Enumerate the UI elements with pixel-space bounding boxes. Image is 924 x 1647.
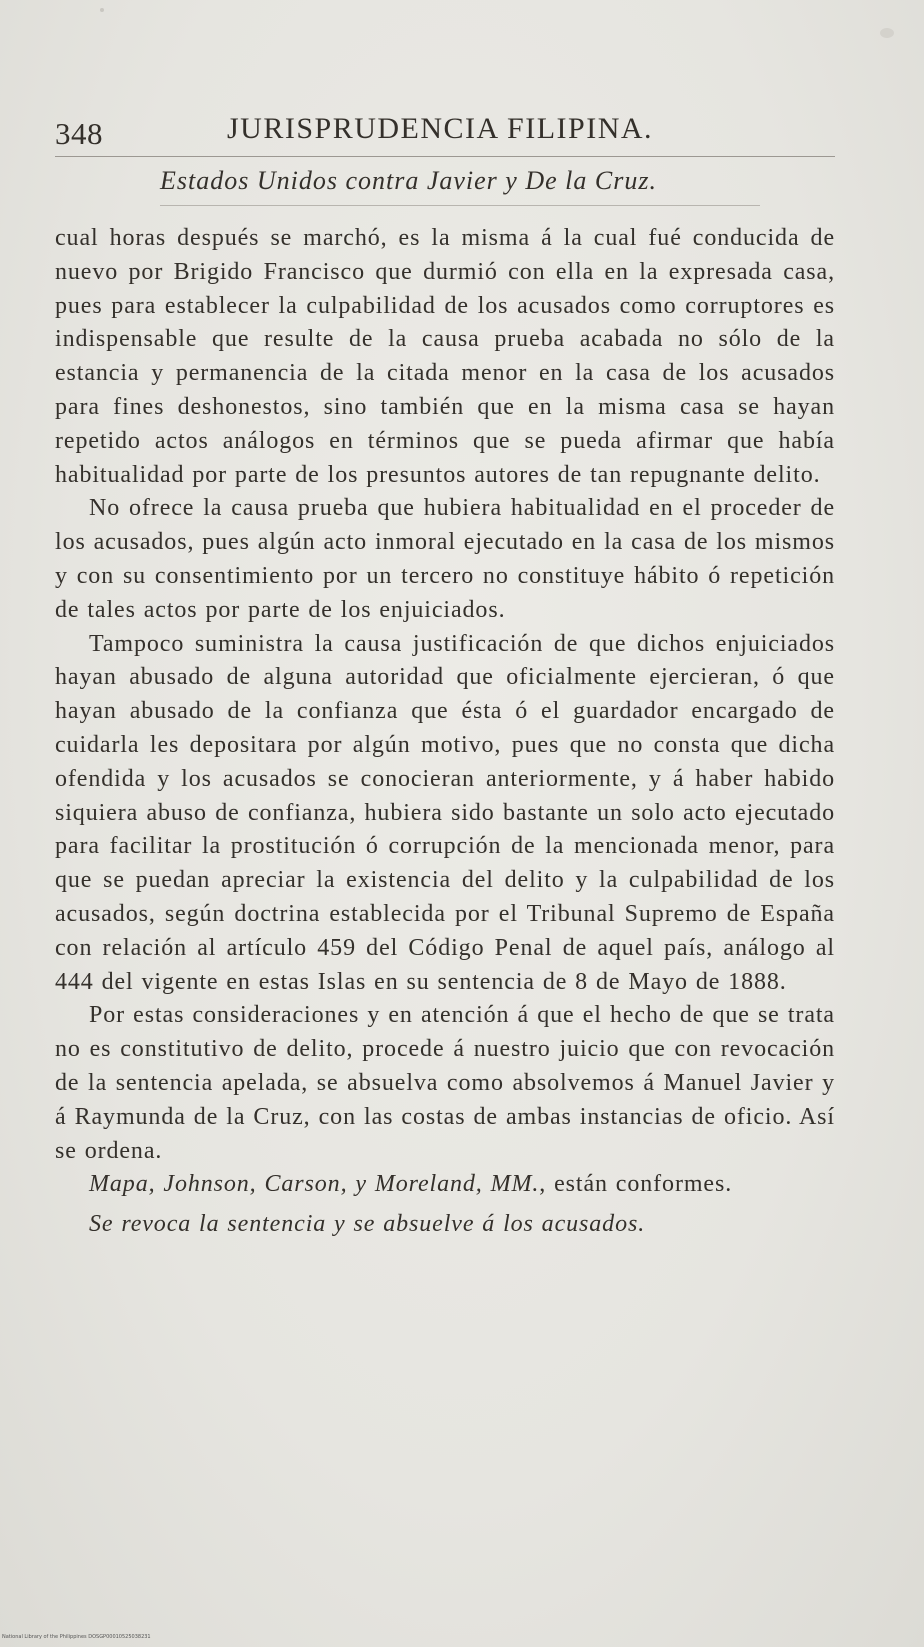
paragraph: Tampoco suministra la causa justificación de que dichos enjuiciados hayan abusado de alguna autoridad que oficialmente ejercieran, ó que hayan abusado de la confianza que ésta ó el guardador encargado de cuidarla les depositara por algún motivo, pues que no consta que dicha ofendida y los acusados se conocieran anteriormente, y á haber habido siquiera abuso de confianza, hubiera sido bastante un solo acto ejecutado para facilitar la prostitución ó corrupción de la mencionada menor, para que se puedan apreciar la existencia del delito y la culpabilidad de los acusados, según doctrina establecida por el Tribunal Supremo de España con relación al artículo 459 del Código Penal de aquel país, análogo al 444 del vigente en estas Islas en su sentencia de 8 de Mayo de 1888. <box>55 630 835 995</box>
body-text <box>55 222 835 1242</box>
running-title: JURISPRUDENCIA FILIPINA. <box>227 112 654 145</box>
paragraph: No ofrece la causa prueba que hubiera habitualidad en el proceder de los acusados, pues algún acto inmoral ejecutado en la casa de los mismos y con su consentimiento por un tercero no constituye hábito ó repetición de tales actos por parte de los enjuiciados. <box>55 495 835 623</box>
paragraph-continuation: cual horas después se marchó, es la misma á la cual fué conducida de nuevo por Brigido Francisco que durmió con ella en la expresada casa, pues para establecer la culpabilidad de los acusados como corruptores es indispensable que resulte de la causa prueba acabada no sólo de la estancia y permanencia de la citada menor en la casa de los acusados para fines deshonestos, sino también que en la misma casa se hayan repetido actos análogos en términos que se pueda afirmar que había habitualidad por parte de los presuntos autores de tan repugnante delito. <box>55 225 835 488</box>
paragraph: Por estas consideraciones y en atención á que el hecho de que se trata no es constitutivo de delito, procede á nuestro juicio que con revocación de la sentencia apelada, se absuelva como absolvemos á Manuel Javier y á Raymunda de la Cruz, con las costas de ambas instancias de oficio. Así se ordena. <box>55 1002 835 1164</box>
scan-speck <box>100 8 104 12</box>
subtitle-rule <box>160 205 760 206</box>
concurring-justices: Mapa, Johnson, Carson, y Moreland, MM. <box>89 1171 540 1198</box>
scan-speck <box>880 28 894 38</box>
scan-footer: National Library of the Philippines DOSGP00010525038231 <box>2 1634 151 1640</box>
header-rule <box>55 156 835 157</box>
disposition: Se revoca la sentencia y se absuelve á los acusados. <box>89 1211 646 1238</box>
page-header <box>55 104 835 152</box>
page-number: 348 <box>55 116 103 151</box>
concurrence-paragraph <box>55 1168 835 1202</box>
concurrence-text: , están conformes. <box>539 1171 733 1198</box>
case-title: Estados Unidos contra Javier y De la Cruz. <box>160 166 657 195</box>
